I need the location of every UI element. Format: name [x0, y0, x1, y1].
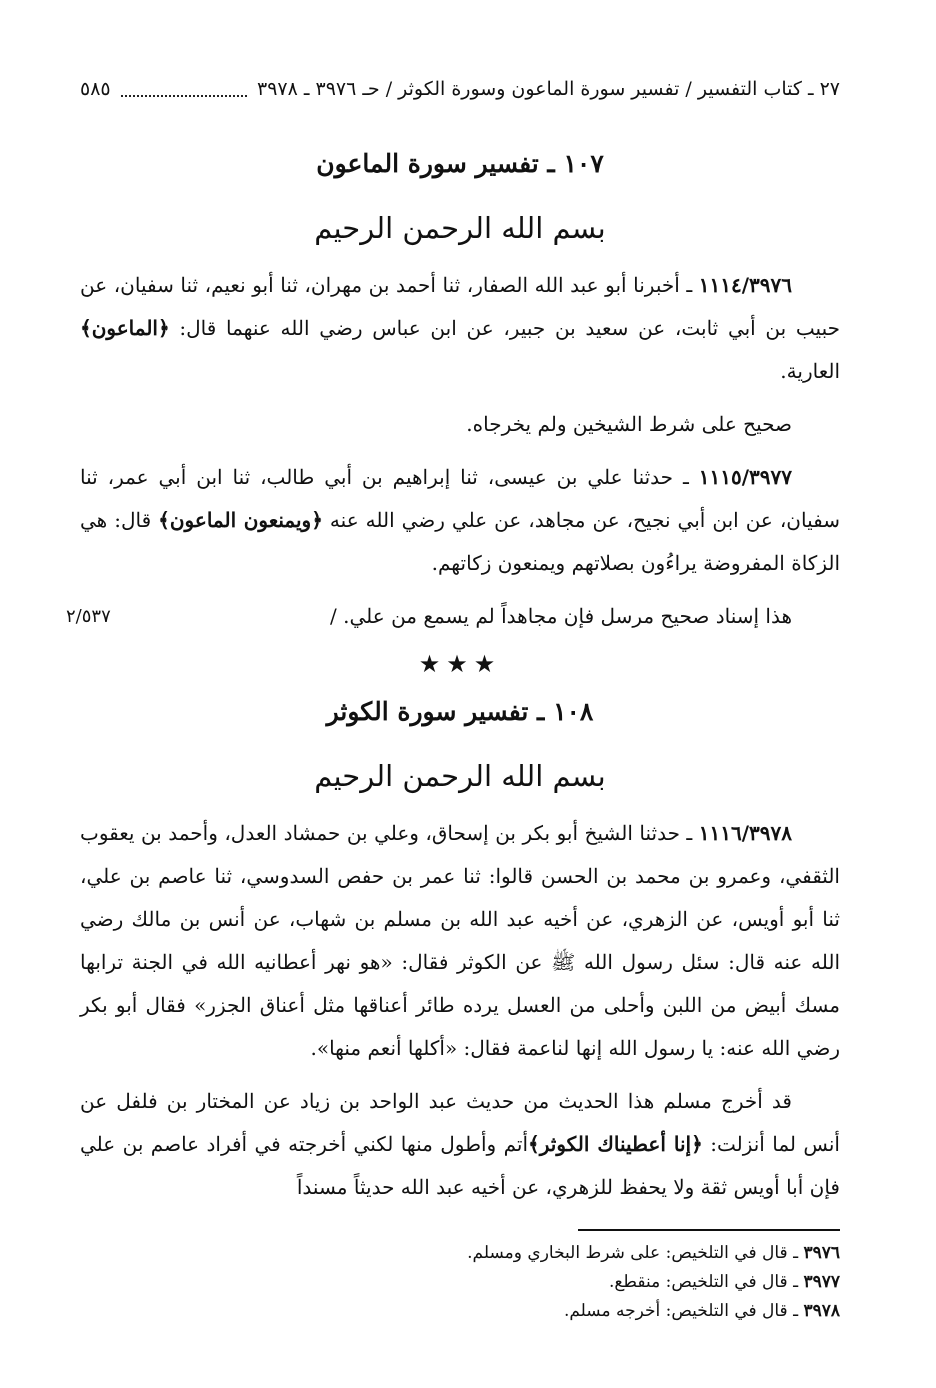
commentary-text: قد أخرج مسلم هذا الحديث من حديث عبد الواحد بن زياد عن المختار بن فلفل عن أنس لما أنزلت:: [80, 1089, 840, 1156]
grading-text: هذا إسناد صحيح مرسل فإن مجاهداً لم يسمع من علي. /: [330, 604, 792, 628]
hadith-number: ١١١٤/٣٩٧٦: [698, 273, 792, 297]
footnote-3978: [80, 1297, 840, 1326]
footnote-text: ـ قال في التلخيص: على شرط البخاري ومسلم.: [467, 1243, 804, 1263]
hadith-3976: [80, 264, 840, 393]
hadith-text-end: العارية.: [780, 359, 840, 383]
surah-kawthar-title: ١٠٨ ـ تفسير سورة الكوثر: [326, 697, 594, 726]
section-separator: ★★★: [418, 650, 502, 678]
quran-quote: ﴿الماعون﴾: [80, 316, 170, 340]
page-number: ٥٨٥: [80, 78, 111, 100]
hadith-text: ـ أخبرنا أبو عبد الله الصفار، ثنا أحمد بن مهران، ثنا أبو نعيم، ثنا سفيان، عن حبيب بن أبي ثابت، عن سعيد بن جبير، عن ابن عباس رضي الله عنهما قال:: [80, 273, 840, 340]
hadith-text: ـ حدثنا الشيخ أبو بكر بن إسحاق، وعلي بن حمشاد العدل، وأحمد بن يعقوب الثقفي، وعمرو بن محمد بن الحسن قالوا: ثنا عمر بن حفص السدوسي، ثنا عاصم بن علي، ثنا أبو أويس، عن الزهري، عن أخيه عبد الله بن مسلم بن شهاب، عن أنس بن مالك رضي الله عنه قال: سئل رسول الله ﷺ عن الكوثر فقال: «هو نهر أعطانيه الله في الجنة ترابها مسك أبيض من اللبن وأحلى من العسل يرده طائر أعناقها مثل أعناق الجزر» فقال أبو بكر رضي الله عنه: يا رسول الله إنها لناعمة فقال: «أكلها أنعم منها».: [80, 821, 840, 1060]
footnote-text: ـ قال في التلخيص: منقطع.: [608, 1272, 804, 1292]
hadith-3978: [80, 812, 840, 1070]
basmala-2: بسم الله الرحمن الرحيم: [314, 759, 606, 793]
page: [66, 72, 840, 1326]
hadith-number: ١١١٦/٣٩٧٨: [698, 821, 792, 845]
basmala-1: بسم الله الرحمن الرحيم: [314, 211, 606, 245]
hadith-text: ـ حدثنا علي بن عيسى، ثنا إبراهيم بن أبي طالب، ثنا ابن أبي عمر، ثنا سفيان، عن ابن أبي نجيح، عن مجاهد، عن علي رضي الله عنه: [80, 465, 840, 532]
hadith-3977: [80, 456, 840, 585]
hadith-number: ١١١٥/٣٩٧٧: [698, 465, 792, 489]
footnote-number: ٣٩٧٦: [803, 1243, 840, 1263]
footnote-3977: [80, 1268, 840, 1297]
footnotes: [80, 1239, 840, 1326]
running-head-title: ٢٧ ـ كتاب التفسير / تفسير سورة الماعون وسورة الكوثر / حـ ٣٩٧٦ ـ ٣٩٧٨: [257, 78, 840, 100]
grading-3977: [66, 595, 840, 638]
hadith-text-end: قال: هي الزكاة المفروضة يراءُون بصلاتهم ويمنعون زكاتهم.: [80, 508, 840, 575]
quran-quote: ﴿إنا أعطيناك الكوثر﴾: [528, 1132, 703, 1156]
footnote-number: ٣٩٧٨: [803, 1301, 840, 1321]
commentary: [80, 1080, 840, 1209]
leader-dots: [121, 81, 247, 97]
quran-quote: ﴿ويمنعون الماعون﴾: [158, 508, 323, 532]
grading-3976: صحيح على شرط الشيخين ولم يخرجاه.: [466, 412, 792, 436]
surah-maun-title: ١٠٧ ـ تفسير سورة الماعون: [316, 149, 604, 178]
commentary-text-end: أتم وأطول منها لكني أخرجته في أفراد عاصم بن علي فإن أبا أويس ثقة ولا يحفظ للزهري، عن أخيه عبد الله حديثاً مسنداً: [80, 1132, 840, 1199]
footnote-number: ٣٩٧٧: [803, 1272, 840, 1292]
footnote-3976: [80, 1239, 840, 1268]
footnote-divider: [578, 1229, 840, 1231]
margin-reference: ٢/٥٣٧: [66, 606, 111, 627]
footnote-text: ـ قال في التلخيص: أخرجه مسلم.: [563, 1301, 804, 1321]
running-head: [80, 72, 840, 106]
